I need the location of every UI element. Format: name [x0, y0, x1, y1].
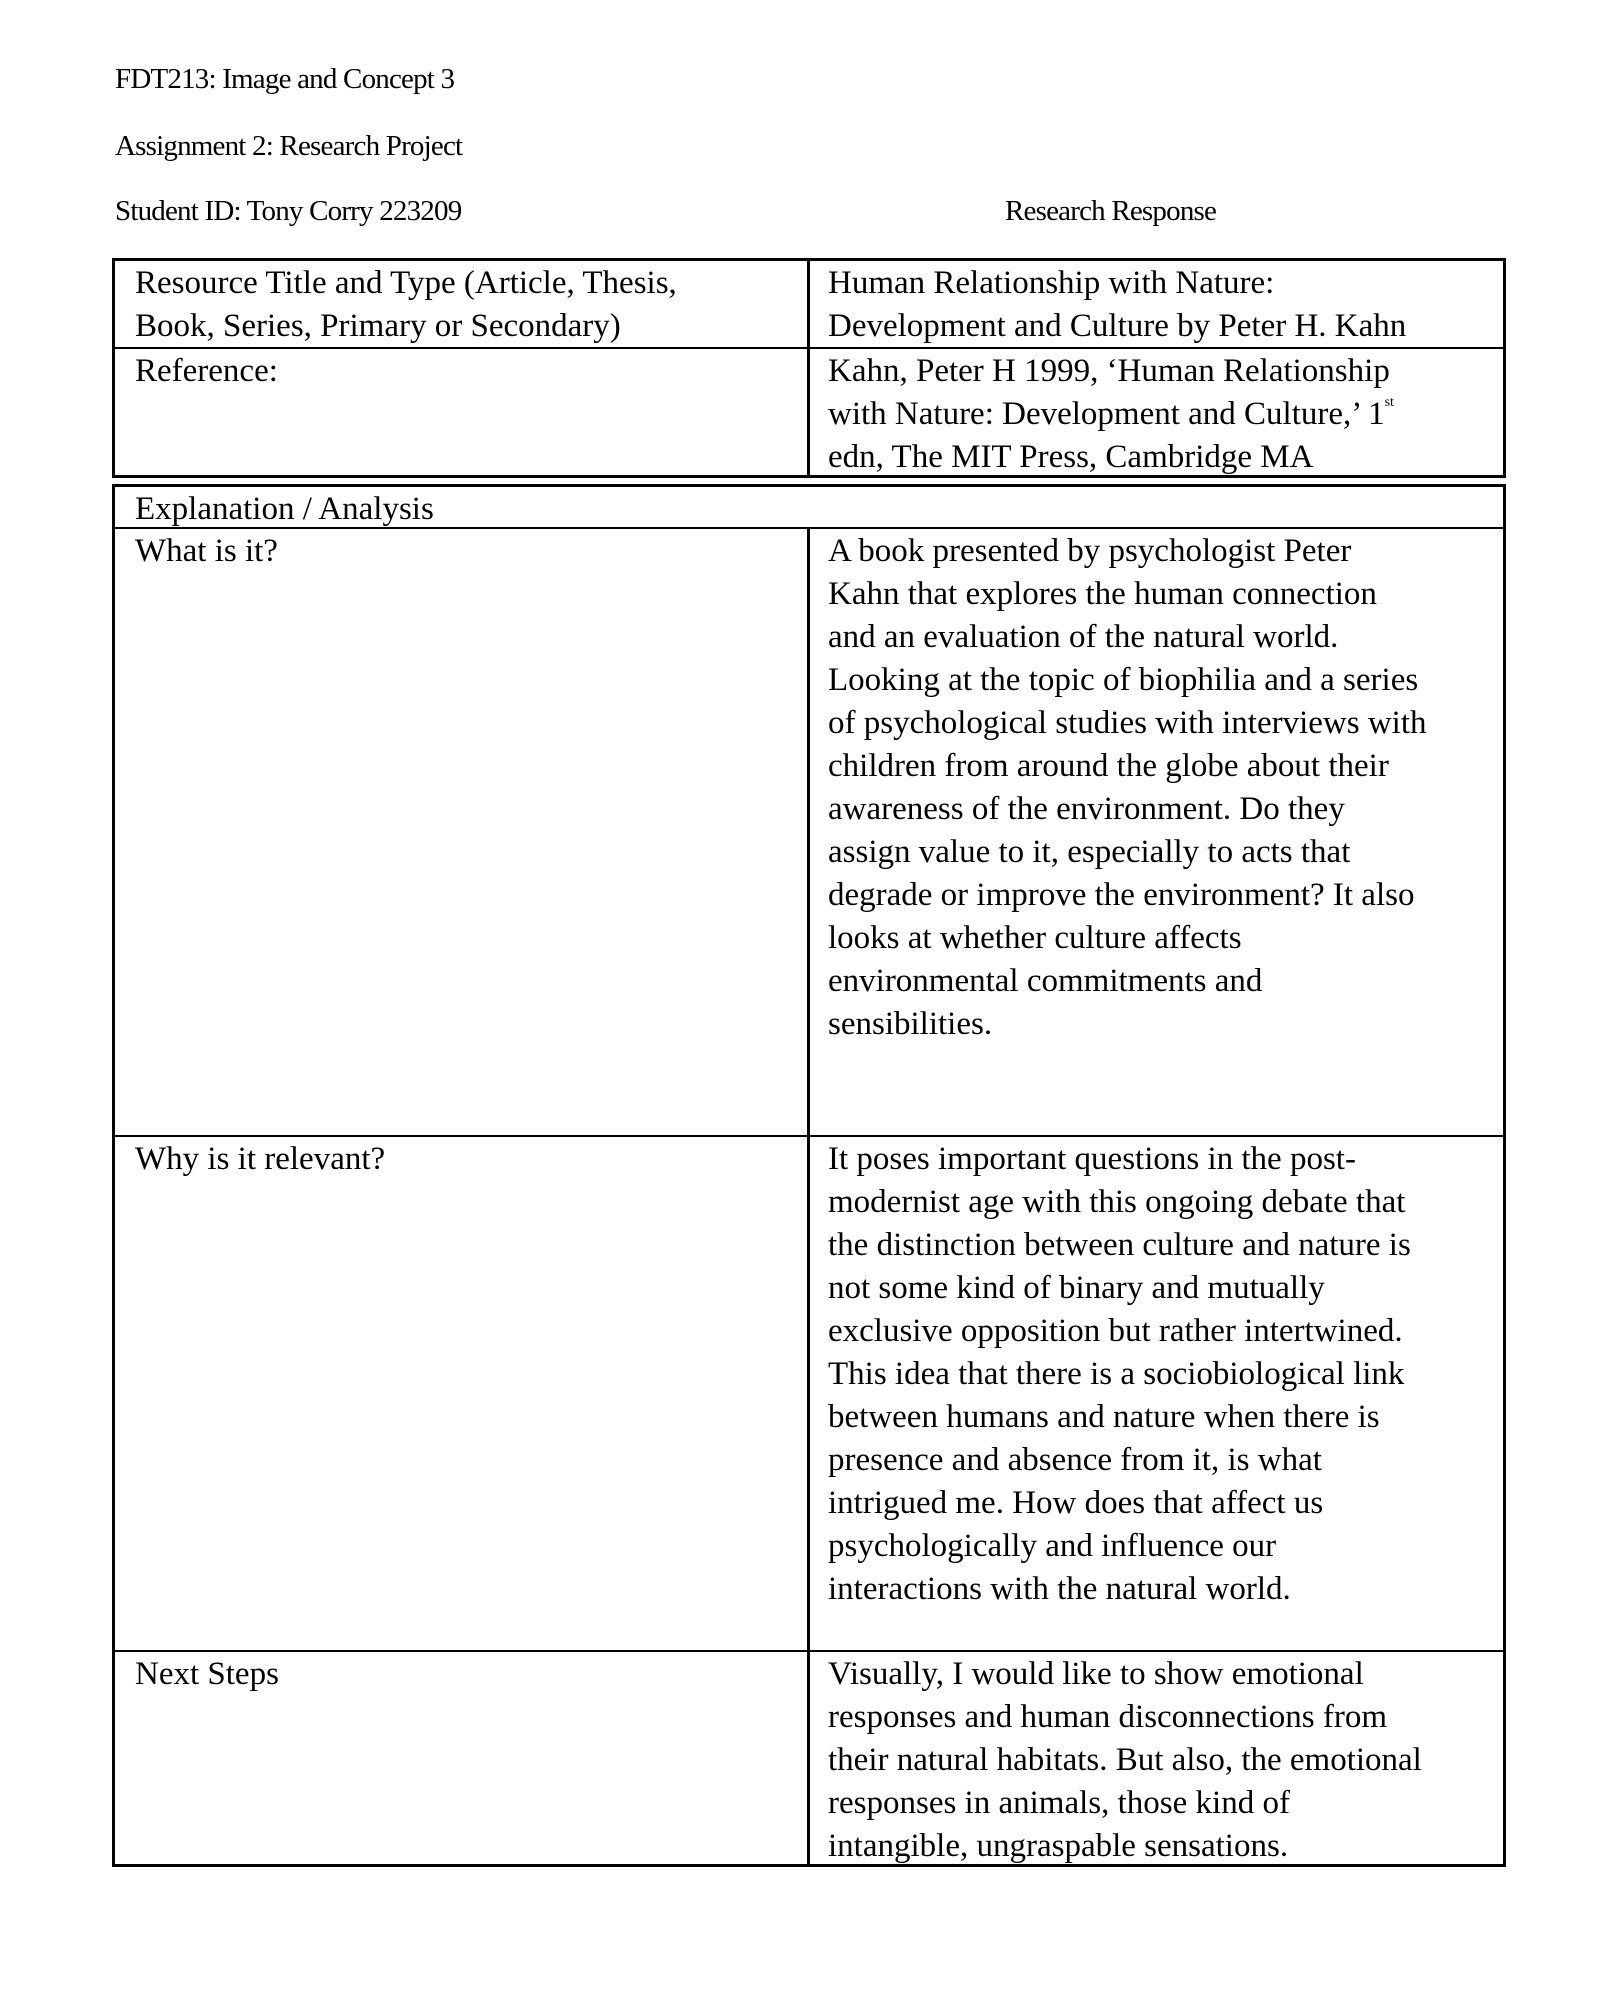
research-response-title: Research Response	[1005, 195, 1217, 227]
analysis-heading-row	[115, 487, 1503, 527]
why-relevant-value: It poses important questions in the post- modernist age with this ongoing debate that the distinction between culture and nature is not some kind of binary and mutually exclusive opposition but rather intertwined. This idea that there is a sociobiological link between humans and nature when there is presence and absence from it, is what intrigued me. How does that affect us psychologically and influence our interactions with the natural world.	[828, 1141, 1411, 1607]
what-is-it-label: What is it?	[135, 533, 278, 569]
next-steps-label-cell	[115, 1652, 810, 1864]
why-relevant-value-cell	[810, 1137, 1503, 1650]
next-steps-label: Next Steps	[135, 1656, 279, 1692]
why-relevant-label: Why is it relevant?	[135, 1141, 386, 1177]
next-steps-row	[115, 1650, 1503, 1864]
resource-title-value-cell	[810, 261, 1503, 347]
resource-title-label: Resource Title and Type (Article, Thesis, Book, Series, Primary or Secondary)	[135, 265, 677, 344]
reference-value-cell	[810, 349, 1503, 475]
next-steps-value-cell	[810, 1652, 1503, 1864]
what-is-it-value-cell	[810, 529, 1503, 1135]
student-id: Student ID: Tony Corry 223209	[115, 195, 462, 227]
why-relevant-label-cell	[115, 1137, 810, 1650]
analysis-table	[112, 484, 1506, 1867]
reference-label-cell	[115, 349, 810, 475]
course-title: FDT213: Image and Concept 3	[115, 63, 455, 95]
reference-value	[828, 350, 1493, 479]
what-is-it-label-cell	[115, 529, 810, 1135]
why-relevant-row	[115, 1135, 1503, 1650]
resource-title-row	[115, 261, 1503, 347]
what-is-it-value: A book presented by psychologist Peter Kahn that explores the human connection and an evaluation of the natural world. Looking at the topic of biophilia and a series of psychological studies with interviews with children from around the globe about their awareness of the environment. Do they assign value to it, especially to acts that degrade or improve the environment? It also looks at whether culture affects environmental commitments and sensibilities.	[828, 533, 1427, 1042]
analysis-heading: Explanation / Analysis	[135, 491, 434, 527]
resource-title-value: Human Relationship with Nature: Development and Culture by Peter H. Kahn	[828, 265, 1407, 344]
reference-text-part2: edn, The MIT Press, Cambridge MA	[828, 439, 1314, 475]
resource-title-label-cell	[115, 261, 810, 347]
reference-superscript: st	[1384, 395, 1394, 410]
assignment-title: Assignment 2: Research Project	[115, 130, 463, 162]
reference-text-part1: Kahn, Peter H 1999, ‘Human Relationship with Nature: Development and Culture,’ 1	[828, 353, 1390, 432]
what-is-it-row	[115, 527, 1503, 1135]
next-steps-value: Visually, I would like to show emotional responses and human disconnections from their natural habitats. But also, the emotional responses in animals, those kind of intangible, ungraspable sensations.	[828, 1656, 1422, 1864]
reference-label: Reference:	[135, 353, 278, 389]
resource-table	[112, 258, 1506, 478]
reference-row	[115, 347, 1503, 475]
